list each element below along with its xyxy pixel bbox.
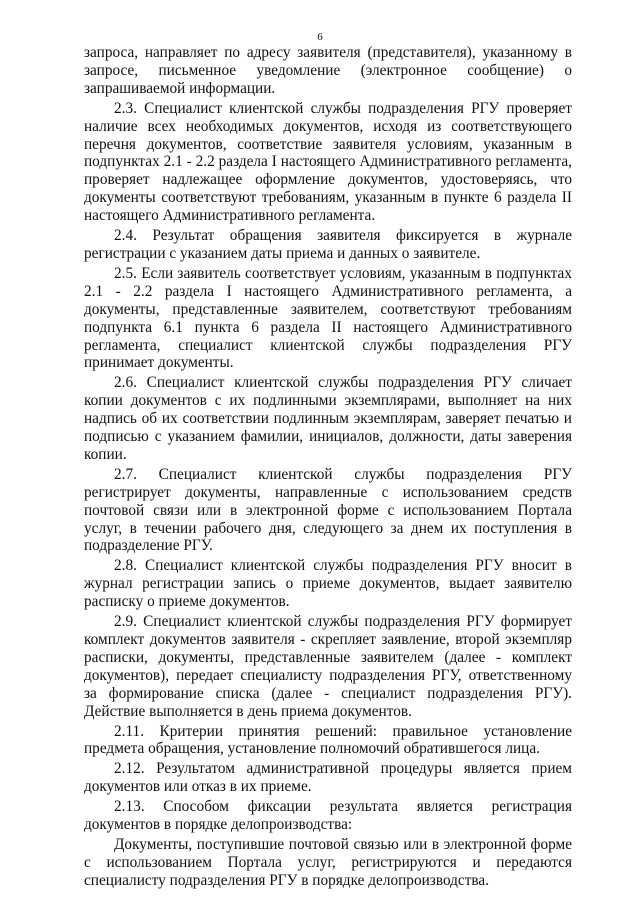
paragraph-2-6: 2.6. Специалист клиентской службы подразделения РГУ сличает копии документов с их подлинными экземплярами, выполняет на них надпись об их соответствии подлинным экземплярам, заверяет печатью и подписью с указанием фамилии, инициалов, должности, даты заверения копии.	[84, 374, 572, 463]
paragraph-2-7: 2.7. Специалист клиентской службы подразделения РГУ регистрирует документы, направленные с использованием средств почтовой связи или в электронной форме с использованием Портала услуг, в течении рабочего дня, следующего за днем их поступления в подразделение РГУ.	[84, 465, 572, 555]
paragraph-2-11: 2.11. Критерии принятия решений: правильное установление предмета обращения, установление полномочий обратившегося лица.	[84, 722, 572, 758]
paragraph-2-12: 2.12. Результатом административной процедуры является прием документов или отказ в их приеме.	[84, 760, 572, 796]
document-body	[84, 44, 572, 890]
paragraph-2-13: 2.13. Способом фиксации результата является регистрация документов в порядке делопроизводства:	[84, 798, 572, 834]
paragraph-2-9: 2.9. Специалист клиентской службы подразделения РГУ формирует комплект документов заявителя - скрепляет заявление, второй экземпляр расписки, документы, представленные заявителем (далее - комплект документов), передает специалисту подразделения РГУ, ответственному за формирование списка (далее - специалист подразделения РГУ). Действие выполняется в день приема документов.	[84, 613, 572, 720]
paragraph-continuation: запроса, направляет по адресу заявителя (представителя), указанному в запросе, письменное уведомление (электронное сообщение) о запрашиваемой информации.	[84, 44, 572, 97]
page-number: 6	[317, 31, 323, 43]
paragraph-2-3: 2.3. Специалист клиентской службы подразделения РГУ проверяет наличие всех необходимых документов, исходя из соответствующего перечня документов, соответствие заявителя условиям, указанным в подпунктах 2.1 - 2.2 раздела I настоящего Административного регламента, проверяет надлежащее оформление документов, удостоверяясь, что документы соответствуют требованиям, указанным в пункте 6 раздела II настоящего Административного регламента.	[84, 99, 572, 225]
paragraph-2-4: 2.4. Результат обращения заявителя фиксируется в журнале регистрации с указанием даты приема и данных о заявителе.	[84, 227, 572, 262]
paragraph-2-8: 2.8. Специалист клиентской службы подразделения РГУ вносит в журнал регистрации запись о приеме документов, выдает заявителю расписку о приеме документов.	[84, 557, 572, 611]
paragraph-registration: Документы, поступившие почтовой связью или в электронной форме с использованием Портала услуг, регистрируются и передаются специалисту подразделения РГУ в порядке делопроизводства.	[84, 835, 572, 889]
paragraph-2-5: 2.5. Если заявитель соответствует условиям, указанным в подпунктах 2.1 - 2.2 раздела I настоящего Административного регламента, а документы, представленные заявителем, соответствуют требованиям подпункта 6.1 пункта 6 раздела II настоящего Административного регламента, специалист клиентской службы подразделения РГУ принимает документы.	[84, 264, 572, 372]
